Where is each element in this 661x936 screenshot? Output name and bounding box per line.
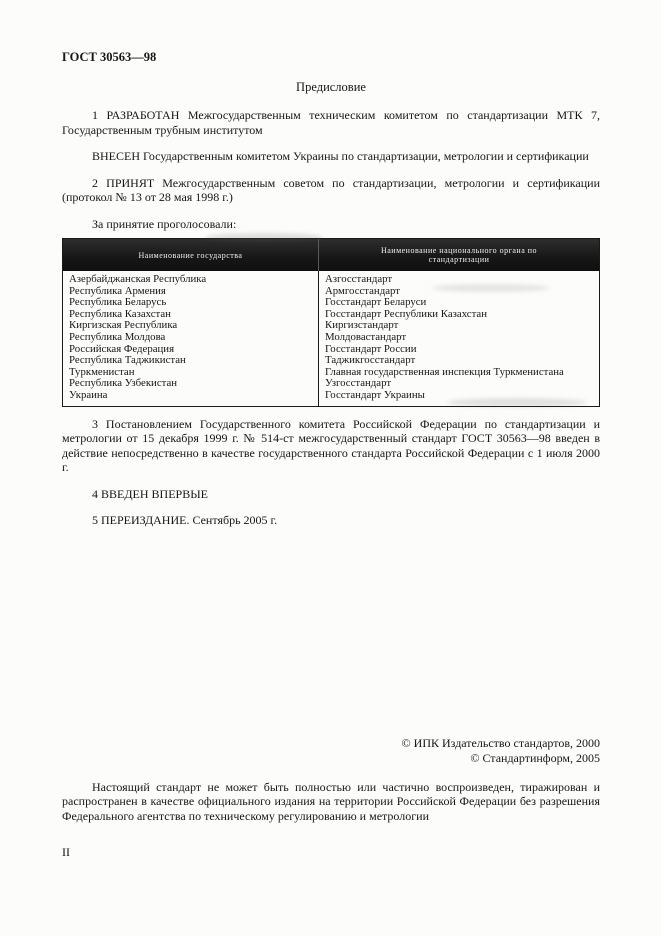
table-header-body (319, 239, 599, 271)
table-column-agencies (319, 271, 599, 406)
table-cell-state: Республика Таджикистан (69, 355, 186, 367)
vote-label: За принятие проголосовали: (92, 216, 237, 231)
table-cell-agency: Госстандарт Республики Казахстан (325, 308, 487, 320)
table-cell-agency: Азгосстандарт (325, 274, 393, 285)
table-cell-state: Туркменистан (69, 366, 135, 378)
table-cell-agency: Главная государственная инспекция Туркменистана (325, 366, 564, 378)
table-cell-agency: Госстандарт Украины (325, 389, 425, 401)
table-cell-state: Республика Молдова (69, 331, 166, 343)
table-cell-state: Украина (69, 389, 108, 401)
table-cell-state: Республика Узбекистан (69, 378, 178, 390)
page-title: Предисловие (296, 80, 366, 94)
paragraph-adopted: 2 ПРИНЯТ Межгосударственным советом по стандартизации, метрологии и сертификации (протокол № 13 от 28 мая 1998 г.) (62, 175, 600, 204)
table-cell-state: Республика Казахстан (69, 308, 171, 320)
table-cell-agency: Госстандарт России (325, 343, 417, 355)
table-cell-agency: Таджикгосстандарт (325, 355, 416, 367)
table-cell-agency: Армгосстандарт (325, 285, 400, 297)
table-column-states (63, 271, 319, 406)
table-cell-state: Российская Федерация (69, 343, 175, 355)
table-cell-agency: Молдовастандарт (325, 331, 407, 343)
table-cell-agency: Киргизстандарт (325, 320, 399, 332)
copyright-line-ipk: © ИПК Издательство стандартов, 2000 (401, 735, 600, 750)
voting-table-body (63, 271, 599, 406)
reproduction-restriction-note: Настоящий стандарт не может быть полностью или частично воспроизведен, тиражирован и распространен в качестве официального издания на территории Российской Федерации без разрешения Федерального агентства по техническому регулированию и метрологии (62, 779, 600, 823)
table-cell-state: Республика Армения (69, 285, 166, 297)
page-number: II (62, 845, 70, 859)
table-header-state: Наименование государства (63, 239, 319, 271)
table-header-body-text: Наименование национального органа по стандартизации (380, 246, 538, 264)
voting-table-header-row (63, 239, 599, 271)
table-cell-state: Азербайджанская Республика (69, 274, 207, 285)
table-cell-agency: Узгосстандарт (325, 378, 392, 390)
copyright-line-standartinform: © Стандартинформ, 2005 (470, 750, 600, 765)
table-cell-state: Республика Беларусь (69, 297, 167, 309)
paragraph-submitted: ВНЕСЕН Государственным комитетом Украины по стандартизации, метрологии и сертификации (92, 149, 589, 163)
paragraph-first-introduced: 4 ВВЕДЕН ВПЕРВЫЕ (92, 486, 208, 501)
table-cell-agency: Госстандарт Беларуси (325, 297, 427, 309)
voting-table (62, 238, 600, 407)
document-number: ГОСТ 30563—98 (62, 50, 157, 64)
copyright-block (62, 736, 600, 766)
paragraph-republished: 5 ПЕРЕИЗДАНИЕ. Сентябрь 2005 г. (92, 513, 278, 528)
table-cell-state: Киргизская Республика (69, 320, 178, 332)
paragraph-developed: 1 РАЗРАБОТАН Межгосударственным техническим комитетом по стандартизации МТК 7, Государственным трубным институтом (62, 108, 600, 137)
paragraph-enacted: 3 Постановлением Государственного комитета Российской Федерации по стандартизации и метрологии от 15 декабря 1999 г. № 514-ст межгосударственный стандарт ГОСТ 30563—98 введен в действие непосредственно в качестве государственного стандарта Российской Федерации с 1 июля 2000 г. (62, 416, 600, 475)
